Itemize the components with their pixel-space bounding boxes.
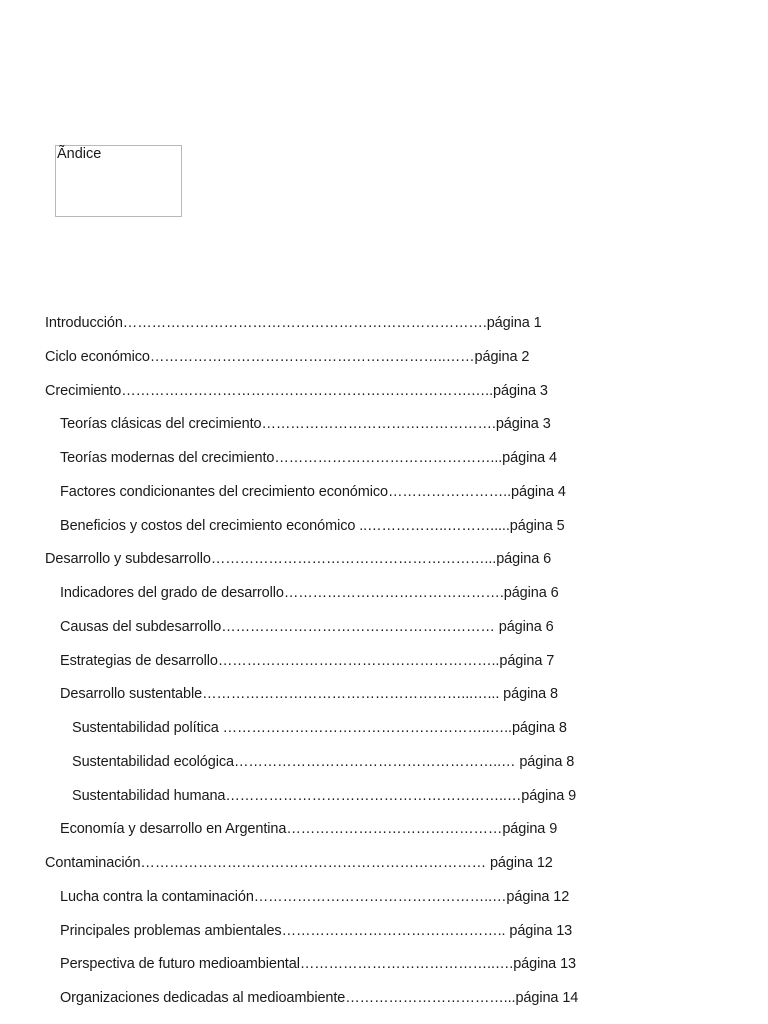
toc-entry: Contaminación……………………………………………………………… página 12 xyxy=(45,855,553,871)
toc-entry: Factores condicionantes del crecimiento económico……………………..página 4 xyxy=(60,483,566,500)
toc-entry: Desarrollo sustentable………………………………………………...…... página 8 xyxy=(60,686,559,703)
index-title-box xyxy=(55,145,182,217)
toc-entry: Sustentabilidad ecológica………………………………………………..… página 8 xyxy=(72,753,575,770)
toc-entry: Ciclo económico……………………………………………………..……página 2 xyxy=(45,348,530,365)
toc-entry: Crecimiento……………………………………………………………….…..página 3 xyxy=(45,382,548,399)
toc-entry: Teorías clásicas del crecimiento………………………………………….página 3 xyxy=(60,416,551,433)
toc-entry: Sustentabilidad humana…………………………………………………..…página 9 xyxy=(72,787,577,804)
toc-entry: Principales problemas ambientales……………………………………….. página 13 xyxy=(60,922,573,939)
toc-entry: Desarrollo y subdesarrollo…………………………………………………...página 6 xyxy=(45,551,552,568)
toc-entry: Indicadores del grado de desarrollo……………………………………….página 6 xyxy=(60,585,559,601)
toc-entry: Beneficios y costos del crecimiento económico ..……………..……….....página 5 xyxy=(60,517,565,534)
toc-entry: Estrategias de desarrollo…………………………………………………..página 7 xyxy=(60,652,555,669)
toc-entry: Perspectiva de futuro medioambiental…………………………………..….página 13 xyxy=(60,956,576,973)
toc-entry: Organizaciones dedicadas al medioambiente……………………………...página 14 xyxy=(60,990,579,1006)
toc-entry: Causas del subdesarrollo………………………………………………… página 6 xyxy=(60,618,554,635)
toc-entry: Economía y desarrollo en Argentina………………………………………página 9 xyxy=(60,821,558,838)
toc-entry: Teorías modernas del crecimiento………………………………………...página 4 xyxy=(60,450,558,466)
toc-entry: Introducción………………………………………………………………….página 1 xyxy=(45,315,542,331)
toc-entry: Lucha contra la contaminación…………………………………………..…página 12 xyxy=(60,888,570,905)
index-title: Ãndice xyxy=(57,146,102,162)
toc-entry: Sustentabilidad política ………………………………………………..…..página 8 xyxy=(72,720,567,736)
